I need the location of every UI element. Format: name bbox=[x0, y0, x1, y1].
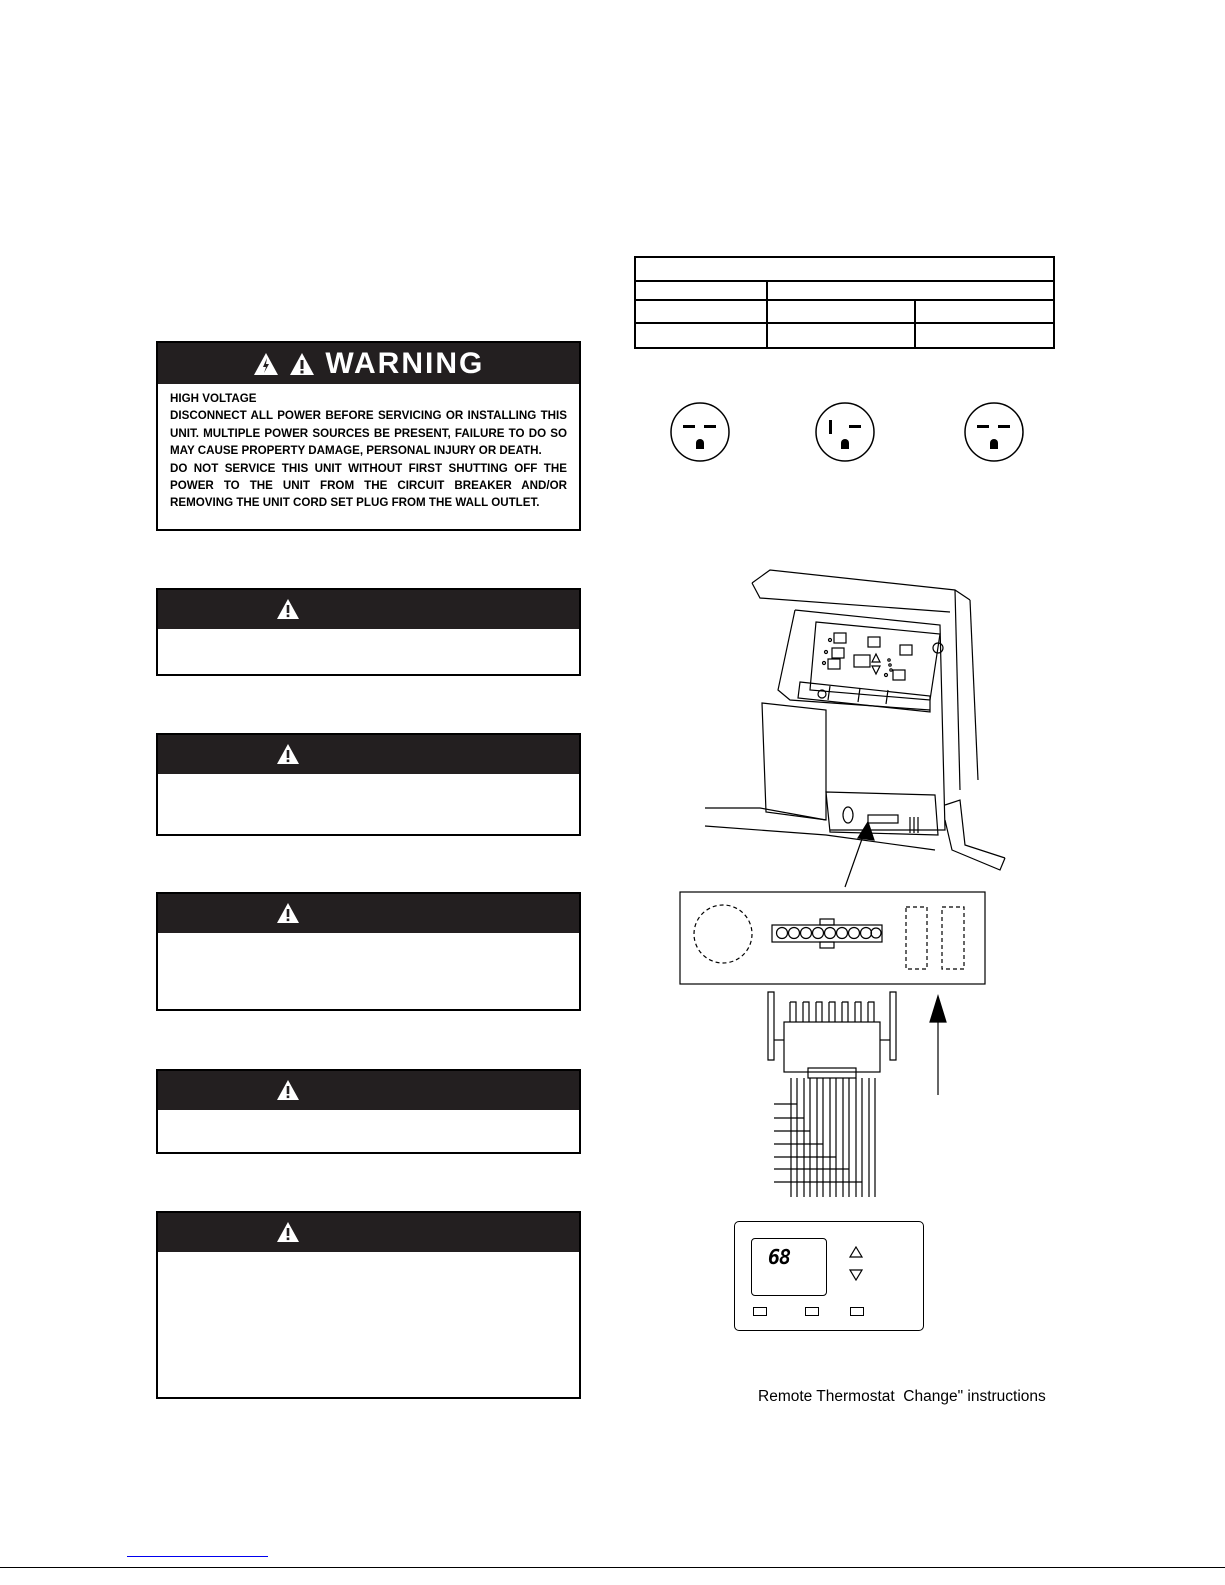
warning-title: WARNING bbox=[325, 347, 485, 381]
thermostat-display bbox=[751, 1238, 827, 1296]
high-voltage-warning-box bbox=[156, 341, 581, 531]
warning-heading: HIGH VOLTAGE bbox=[170, 392, 257, 405]
warning-paragraph-2: DO NOT SERVICE THIS UNIT WITHOUT FIRST SHUTTING OFF THE POWER TO THE UNIT FROM THE CIRCUIT BREAKER AND/OR REMOVING THE UNIT CORD SET PLUG FROM THE WALL OUTLET. bbox=[170, 461, 567, 510]
thermostat-button-3[interactable] bbox=[850, 1307, 864, 1316]
thermostat-button-1[interactable] bbox=[753, 1307, 767, 1316]
temperature-up-icon[interactable] bbox=[849, 1246, 863, 1258]
footer-rule bbox=[0, 1567, 1225, 1568]
footer-link-underline[interactable] bbox=[127, 1556, 268, 1557]
receptacle-icon-2 bbox=[816, 403, 874, 461]
warning-paragraph-1: DISCONNECT ALL POWER BEFORE SERVICING OR INSTALLING THIS UNIT. MULTIPLE POWER SOURCES BE PRESENT, FAILURE TO DO SO MAY CAUSE PROPERTY DAMAGE, PERSONAL INJURY OR DEATH. bbox=[170, 409, 567, 458]
caution-box-1 bbox=[156, 588, 581, 676]
warning-triangle-icon bbox=[276, 1079, 300, 1101]
electric-hazard-icon bbox=[253, 352, 279, 376]
warning-triangle-icon bbox=[276, 598, 300, 620]
caution-box-4 bbox=[156, 1069, 581, 1154]
warning-triangle-icon bbox=[289, 352, 315, 376]
receptacle-table bbox=[634, 256, 1055, 349]
caution-box-2 bbox=[156, 733, 581, 836]
thermostat-temperature: 68 bbox=[768, 1245, 791, 1269]
warning-triangle-icon bbox=[276, 743, 300, 765]
receptacle-icon-1 bbox=[671, 403, 729, 461]
warning-body bbox=[158, 384, 579, 512]
caution-box-3 bbox=[156, 892, 581, 1011]
temperature-down-icon[interactable] bbox=[849, 1269, 863, 1281]
warning-triangle-icon bbox=[276, 902, 300, 924]
warning-header bbox=[158, 343, 579, 384]
caution-box-5 bbox=[156, 1211, 581, 1399]
remote-thermostat-caption: Remote Thermostat Change" instructions bbox=[758, 1388, 1046, 1405]
receptacle-icon-3 bbox=[965, 403, 1023, 461]
warning-triangle-icon bbox=[276, 1221, 300, 1243]
thermostat-button-2[interactable] bbox=[805, 1307, 819, 1316]
remote-thermostat bbox=[734, 1221, 924, 1331]
